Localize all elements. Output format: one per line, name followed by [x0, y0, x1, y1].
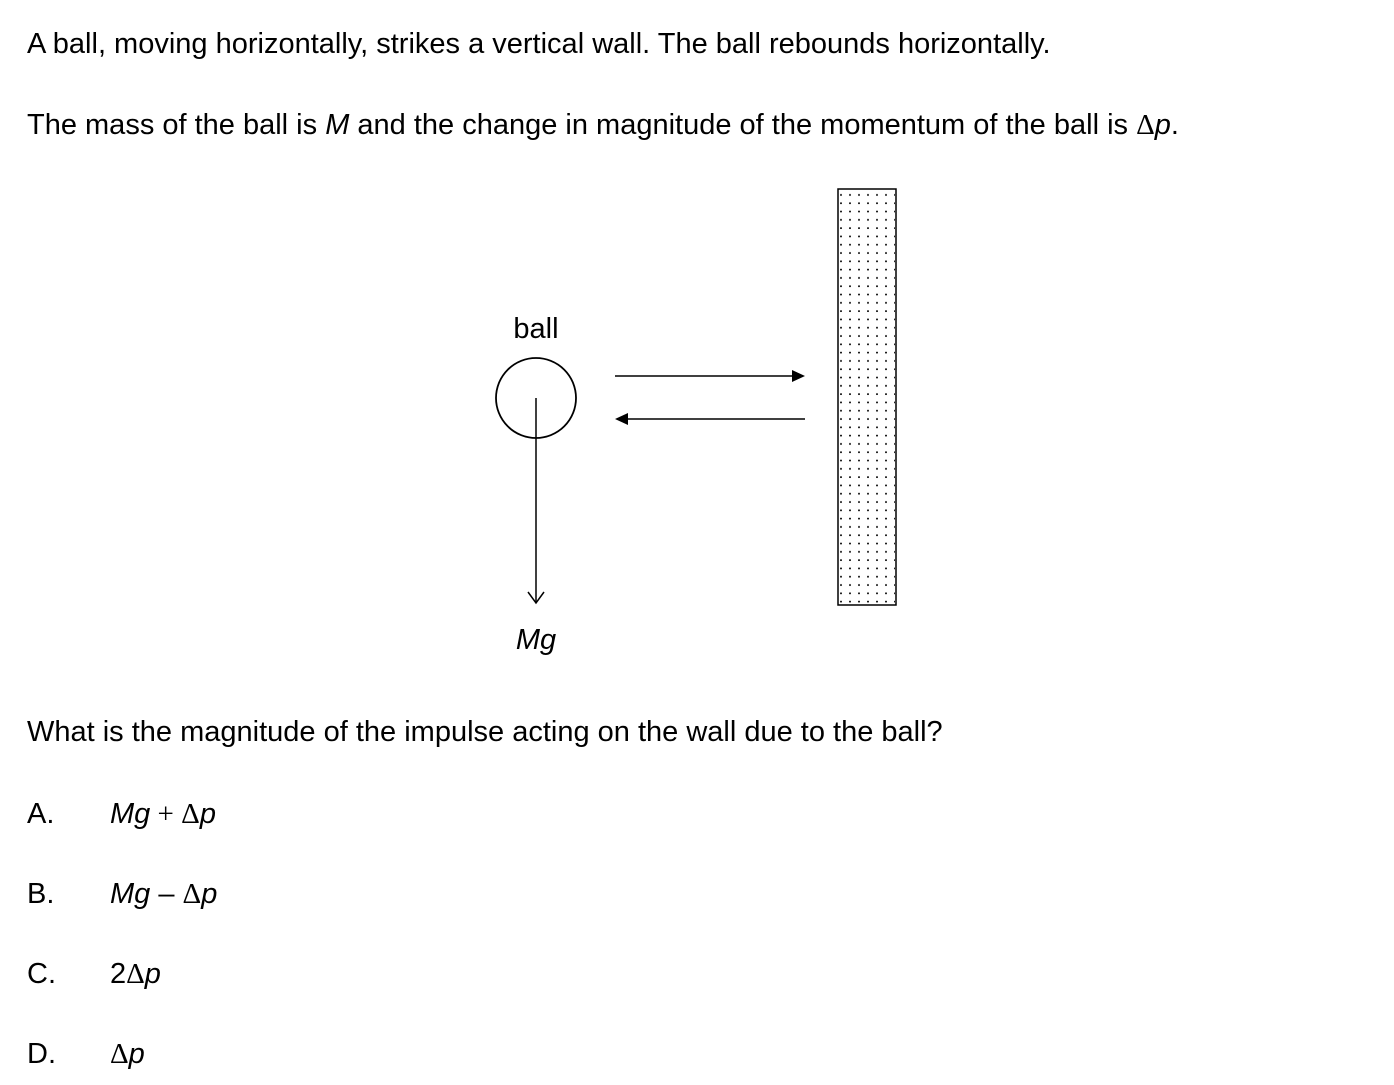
- statement-text-end: .: [1170, 109, 1179, 141]
- option-operator: +: [150, 798, 182, 830]
- option-operator: –: [150, 878, 183, 910]
- option-a[interactable]: [27, 796, 216, 832]
- option-mg: Mg: [110, 798, 151, 830]
- option-letter: D.: [27, 1038, 56, 1070]
- option-p: p: [144, 958, 161, 990]
- statement-text-start: The mass of the ball is: [27, 109, 326, 141]
- option-delta: Δ: [182, 878, 202, 910]
- question-prompt: [27, 714, 943, 750]
- option-p: p: [201, 878, 218, 910]
- incoming-arrow: [615, 370, 805, 382]
- rebound-arrow: [615, 413, 805, 425]
- option-b[interactable]: [27, 876, 217, 912]
- option-p: p: [128, 1038, 145, 1070]
- ball-label: ball: [513, 313, 559, 345]
- option-delta: Δ: [110, 1038, 129, 1070]
- statement-text: A ball, moving horizontally, strikes a vertical wall. The ball rebounds horizontally.: [27, 28, 1051, 60]
- weight-label: Mg: [515, 624, 557, 656]
- mass-symbol: M: [325, 109, 350, 141]
- option-delta: Δ: [126, 958, 145, 990]
- delta-symbol: Δ: [1136, 109, 1155, 141]
- option-delta: Δ: [181, 798, 200, 830]
- option-d[interactable]: [27, 1036, 145, 1072]
- option-letter: C.: [27, 958, 56, 990]
- weight-arrow: [528, 398, 544, 603]
- momentum-symbol: p: [1154, 109, 1171, 141]
- wall: [838, 189, 896, 605]
- option-p: p: [199, 798, 216, 830]
- option-mg: Mg: [110, 878, 151, 910]
- option-c[interactable]: [27, 956, 161, 992]
- option-letter: B.: [27, 878, 55, 910]
- prompt-text: What is the magnitude of the impulse acting on the wall due to the ball?: [27, 716, 943, 748]
- option-coefficient: 2: [110, 958, 127, 990]
- option-letter: A.: [27, 798, 55, 830]
- statement-text-middle: and the change in magnitude of the momentum of the ball is: [349, 109, 1137, 141]
